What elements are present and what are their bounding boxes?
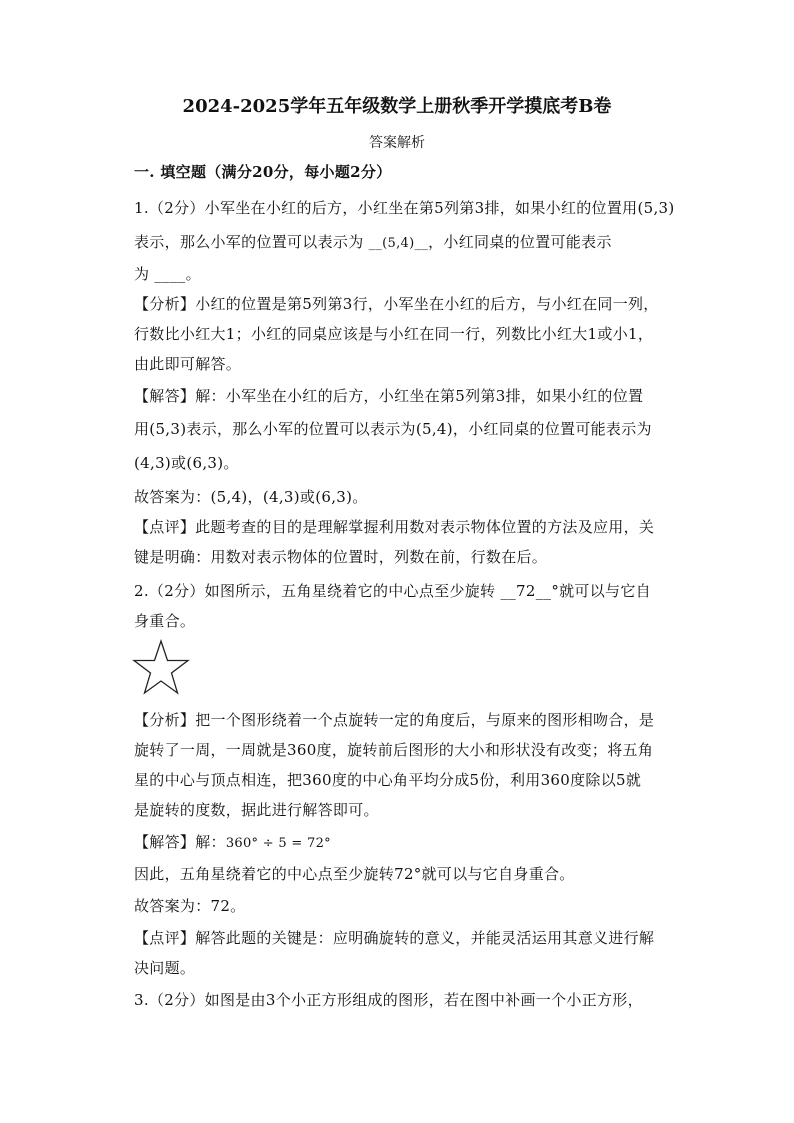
q2-answer-blank: __72__ (500, 582, 552, 600)
q1-answer-3: (4,3)或(6,3)。 (134, 454, 239, 472)
q2-answer-1 (134, 832, 674, 854)
q2-analysis-3: 星的中心与顶点相连，把360度的中心角平均分成5份，利用360度除以5就 (134, 771, 642, 789)
q1-final-answer: 故答案为：(5,4)，(4,3)或(6,3)。 (134, 488, 368, 506)
q1-line2-pre: 表示，那么小军的位置可以表示为 (134, 233, 369, 251)
q2-analysis-1: 【分析】把一个图形绕着一个点旋转一定的角度后，与原来的图形相吻合，是 (134, 711, 655, 729)
q1-analysis-2: 行数比小红大1；小红的同桌应该是与小红在同一行，列数比小红大1或小1， (134, 325, 654, 343)
q2-line1-post: °就可以与它自 (551, 582, 651, 600)
q2-final-answer: 故答案为：72。 (134, 897, 246, 915)
q1-line2-post: ，小红同桌的位置可能表示 (428, 233, 612, 251)
q2-line1-pre: 2.（2分）如图所示，五角星绕着它的中心点至少旋转 (134, 582, 501, 600)
q3-line1: 3.（2分）如图是由3个小正方形组成的图形，若在图中补画一个小正方形， (134, 991, 643, 1009)
q1-answer-1: 【解答】解：小军坐在小红的后方，小红坐在第5列第3排，如果小红的位置 (134, 387, 644, 405)
q2-analysis-2: 旋转了一周，一周就是360度，旋转前后图形的大小和形状没有改变；将五角 (134, 741, 654, 759)
page-subtitle: 答案解析 (369, 135, 425, 151)
q2-line1 (134, 581, 674, 601)
section-heading: 一. 填空题（满分20分，每小题2分） (134, 163, 392, 181)
q1-analysis-1: 【分析】小红的位置是第5列第3行，小军坐在小红的后方，与小红在同一列， (134, 295, 659, 313)
q1-answer-blank: __(5,4)__ (368, 236, 429, 251)
q2-line2: 身重合。 (134, 612, 196, 630)
q2-answer-math: 360° ÷ 5 = 72° (225, 836, 331, 851)
q2-comment-1: 【点评】解答此题的关键是：应明确旋转的意义，并能灵活运用其意义进行解 (134, 929, 655, 947)
q1-comment-2: 键是明确：用数对表示物体的位置时，列数在前，行数在后。 (134, 548, 548, 566)
q1-line2 (134, 232, 674, 254)
q2-answer-label: 【解答】解： (134, 833, 226, 851)
q1-line3: 为 ____。 (134, 265, 201, 283)
star-icon (134, 641, 188, 693)
q1-comment-1: 【点评】此题考查的目的是理解掌握利用数对表示物体位置的方法及应用，关 (134, 518, 655, 536)
q2-comment-2: 决问题。 (134, 959, 196, 977)
page-title: 2024-2025学年五年级数学上册秋季开学摸底考B卷 (182, 96, 612, 117)
q2-answer-2: 因此，五角星绕着它的中心点至少旋转72°就可以与它自身重合。 (134, 865, 575, 883)
star-figure (130, 637, 192, 699)
q1-analysis-3: 由此即可解答。 (134, 355, 242, 373)
q1-line1: 1.（2分）小军坐在小红的后方，小红坐在第5列第3排，如果小红的位置用(5,3) (134, 199, 675, 217)
q1-answer-2: 用(5,3)表示，那么小军的位置可以表示为(5,4)，小红同桌的位置可能表示为 (134, 420, 652, 438)
q2-analysis-4: 是旋转的度数，据此进行解答即可。 (134, 801, 379, 819)
